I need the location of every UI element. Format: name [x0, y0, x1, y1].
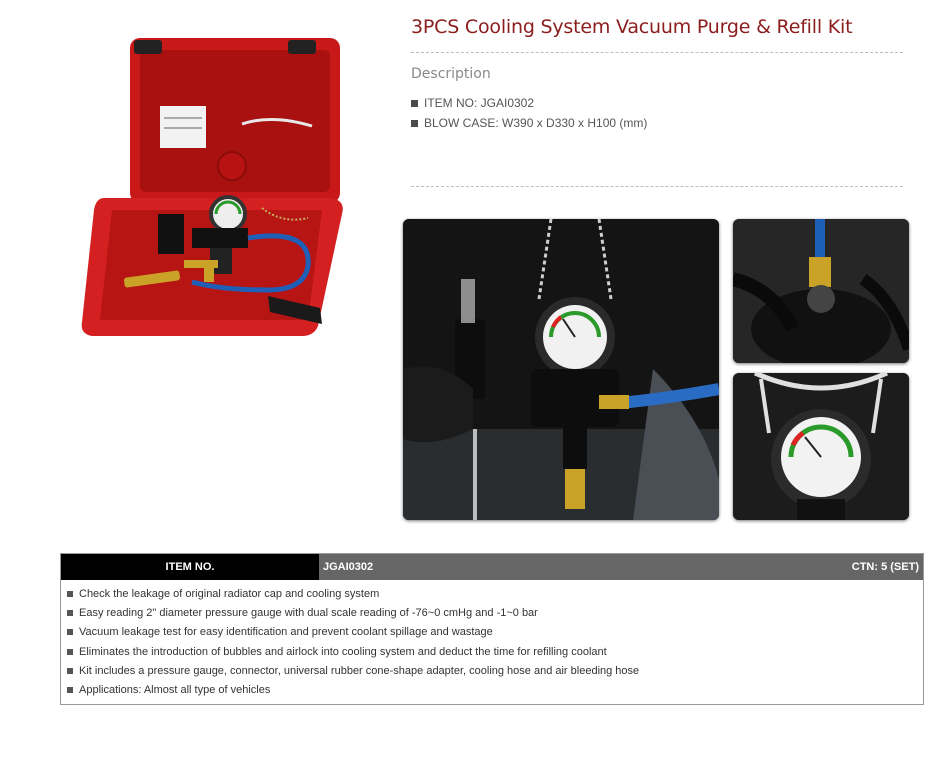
feature-list	[61, 580, 923, 704]
feature-text: Eliminates the introduction of bubbles and airlock into cooling system and deduct the time for refilling coolant	[79, 645, 607, 658]
table-header	[61, 554, 923, 580]
item-no-value: JGAI0302	[323, 561, 374, 573]
product-case-image	[72, 28, 362, 338]
radiator-connection-photo-graphic	[733, 219, 909, 363]
spec-item-text: ITEM NO: JGAI0302	[424, 96, 535, 110]
feature-text: Check the leakage of original radiator cap and cooling system	[79, 587, 380, 600]
item-no-value-cell	[319, 554, 923, 580]
bullet-icon	[411, 120, 418, 127]
feature-text: Easy reading 2" diameter pressure gauge with dual scale reading of -76~0 cmHg and -1~0 bar	[79, 606, 538, 619]
spec-item-text: BLOW CASE: W390 x D330 x H100 (mm)	[424, 116, 648, 130]
gauge-closeup-photo	[733, 373, 909, 520]
bullet-icon	[67, 591, 73, 597]
feature-text: Kit includes a pressure gauge, connector, universal rubber cone-shape adapter, cooling hose and air bleeding hose	[79, 664, 640, 677]
bullet-icon	[411, 100, 418, 107]
bullet-icon	[67, 687, 73, 693]
spec-item	[411, 116, 647, 130]
product-title: 3PCS Cooling System Vacuum Purge & Refill Kit	[411, 16, 853, 38]
list-item	[65, 661, 923, 680]
feature-text: Applications: Almost all type of vehicles	[79, 684, 271, 697]
bullet-icon	[67, 610, 73, 616]
list-item	[65, 680, 923, 699]
spec-table	[60, 553, 924, 705]
bullet-icon	[67, 649, 73, 655]
gauge-closeup-photo-graphic	[733, 373, 909, 520]
spec-item	[411, 96, 534, 110]
list-item	[65, 623, 923, 642]
divider	[411, 52, 903, 53]
divider	[411, 186, 903, 187]
item-no-label: ITEM NO.	[61, 554, 319, 580]
kit-in-use-photo	[403, 219, 719, 520]
list-item	[65, 584, 923, 603]
bullet-icon	[67, 668, 73, 674]
radiator-connection-photo	[733, 219, 909, 363]
ctn-value: CTN: 5 (SET)	[851, 561, 919, 573]
kit-in-use-photo-graphic	[403, 219, 719, 520]
list-item	[65, 642, 923, 661]
bullet-icon	[67, 629, 73, 635]
description-heading: Description	[411, 66, 491, 82]
feature-text: Vacuum leakage test for easy identification and prevent coolant spillage and wastage	[79, 626, 493, 639]
list-item	[65, 603, 923, 622]
